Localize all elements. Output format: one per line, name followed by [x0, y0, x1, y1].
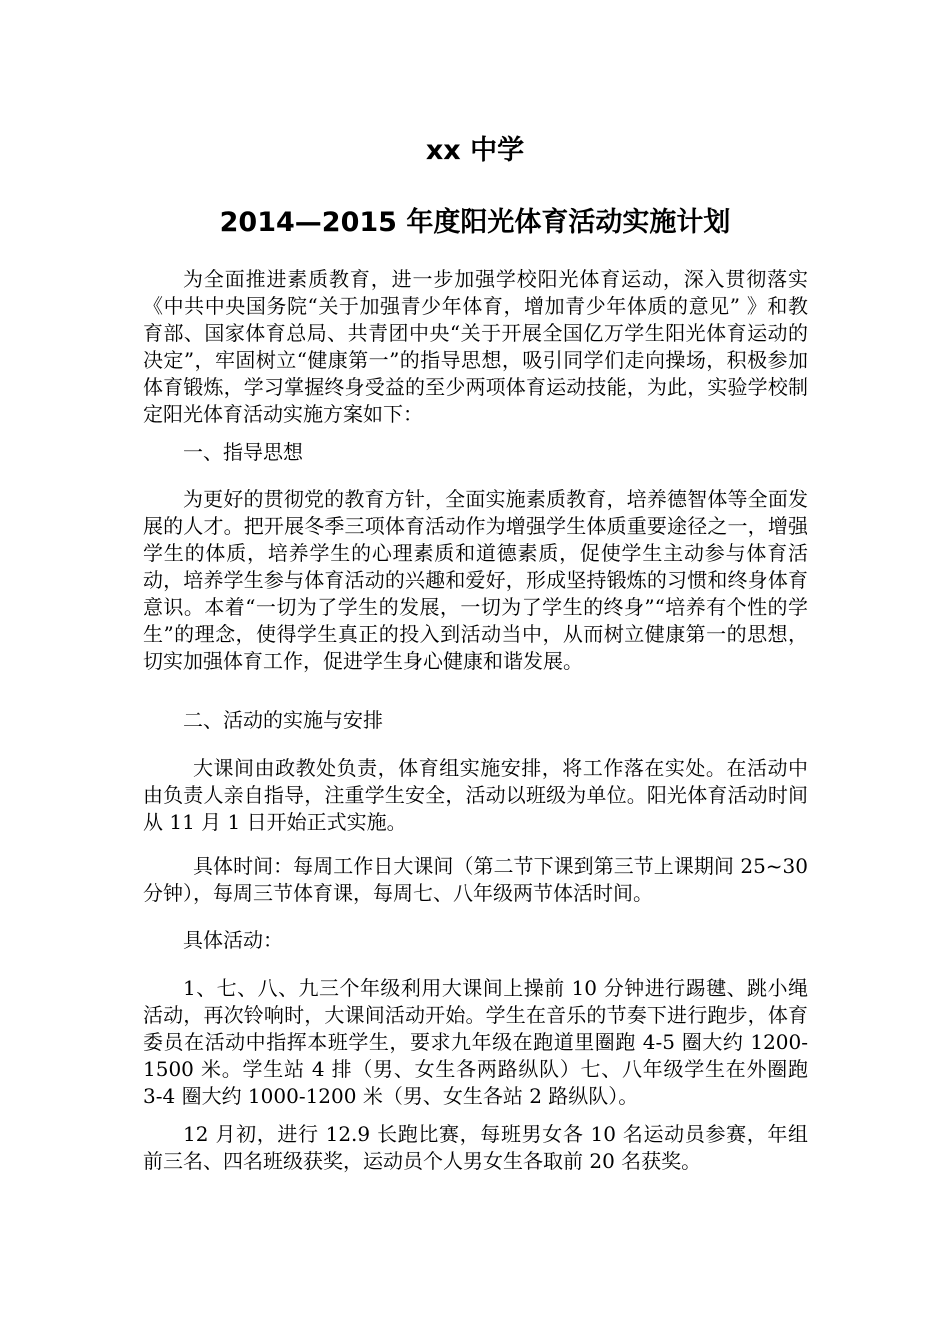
section-heading-guiding-idea: 一、指导思想	[183, 440, 303, 464]
activity-item-1: 1、七、八、九三个年级利用大课间上操前 10 分钟进行踢毽、跳小绳活动，再次铃响时，大课间活动开始。学生在音乐的节奏下进行跑步，体育委员在活动中指挥本班学生，要求九年级在跑道里圈跑 4-5 圈大约 1200-1500 米。学生站 4 排（男、女生各两路纵队）七、八年级学生在外圈跑 3-4 圈大约 1000-1200 米（男、女生各站 2 路纵队）。	[143, 976, 808, 1108]
big-break-paragraph: 大课间由政教处负责，体育组实施安排，将工作落在实处。在活动中由负责人亲自指导，注重学生安全，活动以班级为单位。阳光体育活动时间从 11 月 1 日开始正式实施。	[143, 756, 808, 834]
intro-paragraph: 为全面推进素质教育，进一步加强学校阳光体育运动，深入贯彻落实《中共中央国务院“关于加强青少年体育，增加青少年体质的意见” 》和教育部、国家体育总局、共青团中央“关于开展全国亿万学生阳光体育运动的决定”，牢固树立“健康第一”的指导思想，吸引同学们走向操场，积极参加体育锻炼，学习掌握终身受益的至少两项体育运动技能，为此，实验学校制定阳光体育活动实施方案如下：	[143, 267, 808, 426]
schedule-paragraph: 具体时间：每周工作日大课间（第二节下课到第三节上课期间 25~30 分钟），每周三节体育课，每周七、八年级两节体活时间。	[143, 854, 808, 905]
guiding-idea-paragraph: 为更好的贯彻党的教育方针，全面实施素质教育，培养德智体等全面发展的人才。把开展冬季三项体育活动作为增强学生体质重要途径之一，增强学生的体质，培养学生的心理素质和道德素质，促使学生主动参与体育活动，培养学生参与体育活动的兴趣和爱好，形成坚持锻炼的习惯和终身体育意识。本着“一切为了学生的发展，一切为了学生的终身”“培养有个性的学生”的理念，使得学生真正的投入到活动当中，从而树立健康第一的思想，切实加强体育工作，促进学生身心健康和谐发展。	[143, 487, 808, 673]
section-heading-implementation: 二、活动的实施与安排	[183, 708, 383, 732]
school-title: xx 中学	[425, 135, 525, 166]
race-paragraph: 12 月初，进行 12.9 长跑比赛，每班男女各 10 名运动员参赛，年组前三名、四名班级获奖，运动员个人男女生各取前 20 名获奖。	[143, 1122, 808, 1173]
plan-title: 2014—2015 年度阳光体育活动实施计划	[219, 207, 731, 238]
activities-label: 具体活动：	[183, 928, 283, 952]
